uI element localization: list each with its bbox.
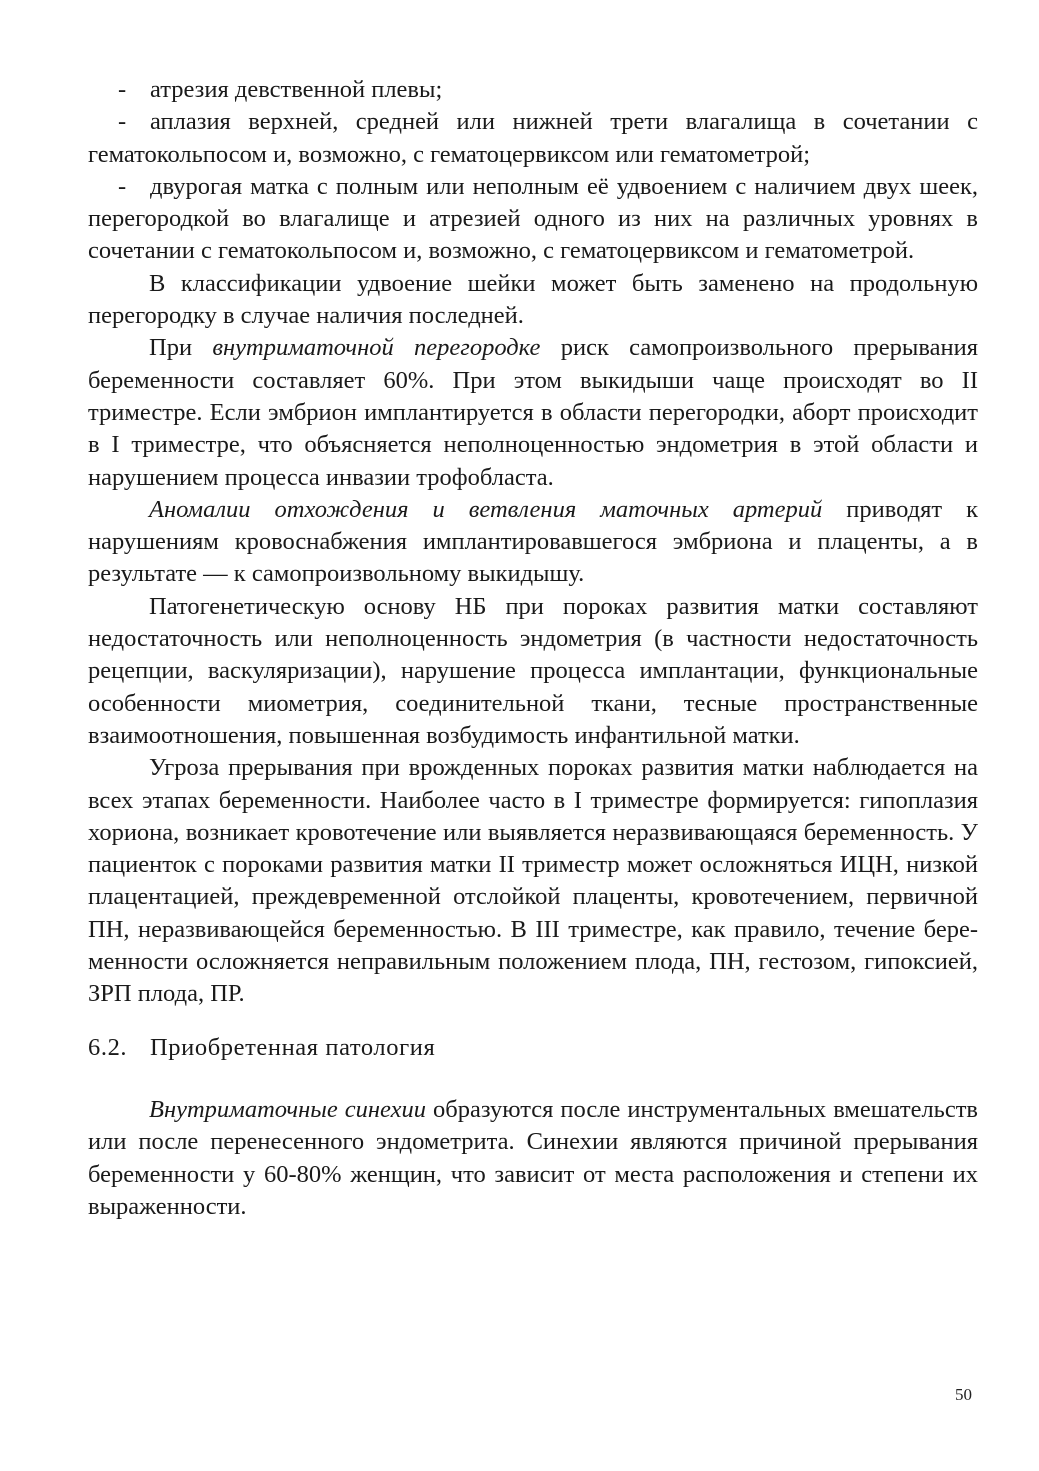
list-item-text: атрезия девственной плевы;	[150, 76, 443, 103]
paragraph-intrauterine-septum: При внутриматочной перегородке риск самопроизвольного прерывания беременности составляет 60%. При этом выкидыши чаще происходят во II триместре. Если эмбрион имплантируется в области перегородки, аборт происходит в I триместре, что объясняется неполноценностью эндометрия в этой области и нарушением процесса инвазии трофобласта.	[88, 334, 978, 491]
bullet-dash: -	[118, 76, 127, 103]
list-item-text: аплазия верхней, средней или нижней трети влагалища в сочетании с гематокольпосом и, возможно, с гематоцервиксом или гематометрой;	[88, 108, 978, 168]
section-heading	[88, 1032, 978, 1064]
paragraph-septum-classification: В классификации удвоение шейки может быть заменено на продольную перегородку в случае наличия последней.	[88, 269, 978, 330]
document-page	[88, 74, 978, 1223]
paragraph-artery-anomalies: Аномалии отхождения и ветвления маточных артерий приводят к нарушениям кровоснабжения имплантировавшегося эмбриона и плаценты, а в результате — к самопроизвольному выкидышу.	[88, 495, 978, 588]
term-intrauterine-septum: внутриматочной перегородке	[212, 334, 541, 362]
list-item	[88, 171, 978, 268]
section-title: Приобретенная патология	[150, 1033, 436, 1061]
bullet-dash: -	[118, 108, 127, 136]
list-item	[88, 74, 978, 106]
section-number: 6.2.	[88, 1033, 128, 1061]
list-item-text: двурогая матка с полным или неполным её удвоением с наличием двух шеек, перегородкой во влагалище и атрезией одного из них на различных уровнях в сочетании с гематокольпосом и, возможно, с гематоцервиксом и гематометрой.	[88, 172, 978, 265]
paragraph-pathogenesis: Патогенетическую основу НБ при пороках развития матки составляют недостаточность или неполноценность эндометрия (в частности недостаточность рецепции, васкуляризации), нарушение процесса имплантации, функциональные особенности миометрия, соединительной ткани, тесные пространственные взаимоотношения, повышенная возбудимость инфантильной матки.	[88, 592, 978, 749]
paragraph-threat-of-termination: Угроза прерывания при врожденных пороках развития матки наблюдается на всех этапах беременности. Наиболее часто в I триместре формируется: гипоплазия хориона, возникает кровотечение или выявляется неразвивающаяся беременность. У пациенток с пороками развития матки II триместр может осложняться ИЦН, низкой плацентацией, преждевременной отслойкой плаценты, кровотечением, первичной ПН, неразвивающейся беременностью. В III триместре, как правило, течение беременности осложняется неправильным положением плода, ПН, гестозом, гипоксией, ЗРП плода, ПР.	[88, 754, 978, 1008]
paragraph-synechiae: Внутриматочные синехии образуются после инструментальных вмешательств или после перенесенного эндометрита. Синехии являются причиной прерывания беременности у 60-80% женщин, что зависит от места расположения и степени их выраженности.	[88, 1095, 978, 1220]
term-synechiae: Внутриматочные синехии	[149, 1095, 426, 1123]
list-item	[88, 106, 978, 171]
page-number: 50	[955, 1385, 972, 1404]
term-artery-anomalies: Аномалии отхождения и ветвления маточных артерий	[149, 495, 823, 523]
bullet-dash: -	[118, 172, 127, 200]
